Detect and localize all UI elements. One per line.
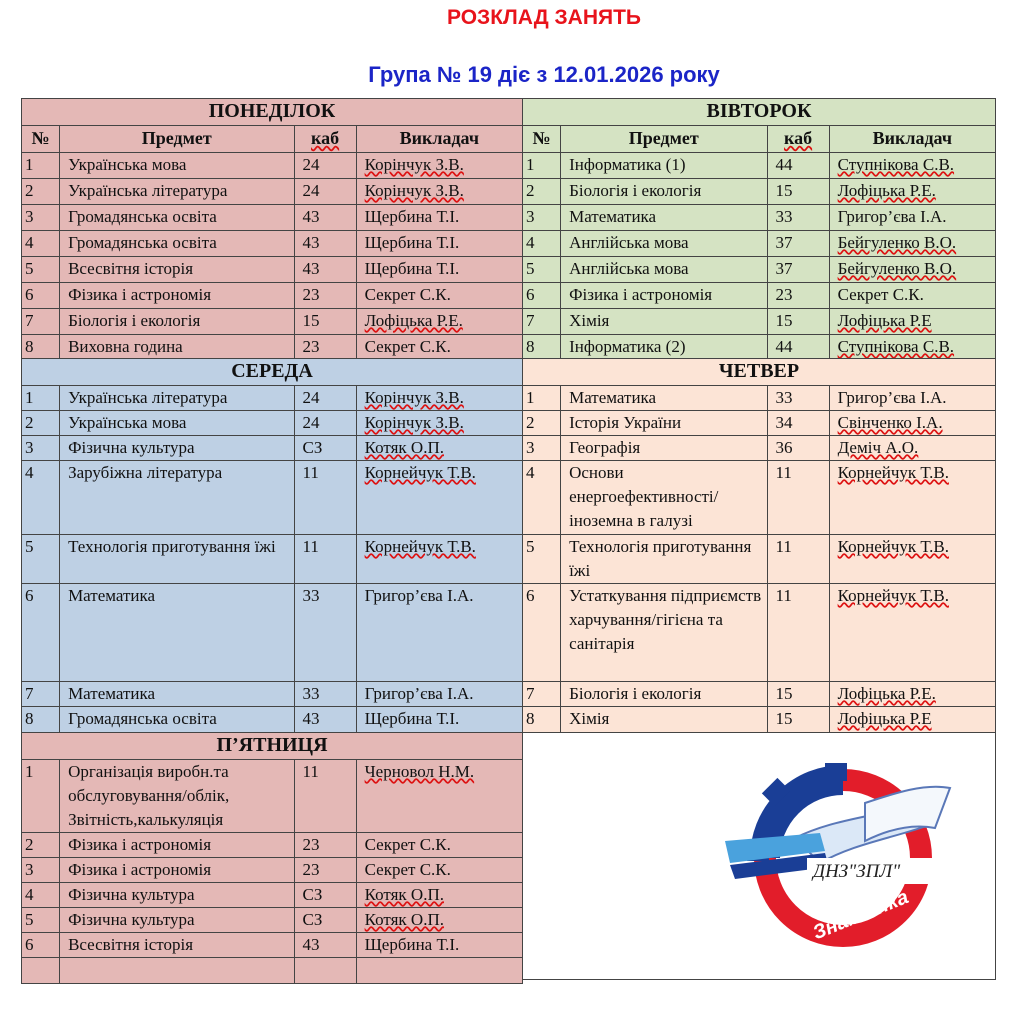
col-header-subject: Предмет xyxy=(561,126,767,153)
cell-teacher: Лофіцька Р.Е xyxy=(829,309,995,335)
cell-subject: Фізика і астрономія xyxy=(60,283,294,309)
table-row xyxy=(22,908,523,933)
table-row xyxy=(523,179,996,205)
cell-subject: Українська мова xyxy=(60,153,294,179)
cell-subject: Хімія xyxy=(561,707,767,733)
cell-num: 3 xyxy=(22,858,60,883)
cell-room: 37 xyxy=(767,257,829,283)
table-row xyxy=(523,257,996,283)
cell-teacher: Корнейчук Т.В. xyxy=(829,535,995,584)
cell-room: 24 xyxy=(294,179,356,205)
cell-num: 3 xyxy=(523,436,561,461)
cell-teacher: Щербина Т.І. xyxy=(356,933,522,958)
cell-teacher: Лофіцька Р.Е xyxy=(829,707,995,733)
cell-room: 44 xyxy=(767,153,829,179)
cell-room: 24 xyxy=(294,386,356,411)
cell-subject: Англійська мова xyxy=(561,257,767,283)
cell-teacher: Котяк О.П. xyxy=(356,883,522,908)
table-row xyxy=(22,309,523,335)
cell-teacher: Лофіцька Р.Е. xyxy=(829,179,995,205)
cell-teacher: Щербина Т.І. xyxy=(356,205,522,231)
cell-subject: Біологія і екологія xyxy=(561,682,767,707)
table-row xyxy=(523,335,996,361)
cell-num: 1 xyxy=(523,386,561,411)
cell-num: 6 xyxy=(22,933,60,958)
cell-num: 7 xyxy=(22,309,60,335)
table-row xyxy=(523,153,996,179)
table-row xyxy=(22,386,523,411)
cell-subject: Англійська мова xyxy=(561,231,767,257)
cell-num: 4 xyxy=(22,231,60,257)
table-row xyxy=(523,707,996,733)
cell-teacher: Корінчук З.В. xyxy=(356,411,522,436)
day-title: ПОНЕДІЛОК xyxy=(22,99,523,126)
table-row xyxy=(22,461,523,535)
svg-text:ДНЗ"ЗПЛ": ДНЗ"ЗПЛ" xyxy=(813,861,901,882)
table-row xyxy=(22,436,523,461)
cell-room: 24 xyxy=(294,411,356,436)
cell-room: 23 xyxy=(294,833,356,858)
table-row xyxy=(523,436,996,461)
cell-num: 6 xyxy=(22,584,60,682)
cell-num: 1 xyxy=(523,153,561,179)
cell-subject: Організація виробн.та обслуговування/облік, Звітність,калькуляція xyxy=(60,760,294,833)
col-header-teacher: Викладач xyxy=(829,126,995,153)
cell-num: 5 xyxy=(523,535,561,584)
cell-subject: Фізика і астрономія xyxy=(60,833,294,858)
cell-num: 8 xyxy=(523,707,561,733)
table-row xyxy=(22,707,523,733)
table-row xyxy=(22,883,523,908)
table-row xyxy=(523,309,996,335)
cell-num: 5 xyxy=(22,535,60,584)
table-row xyxy=(22,153,523,179)
cell-subject: Біологія і екологія xyxy=(60,309,294,335)
cell-num: 7 xyxy=(523,682,561,707)
day-title: П’ЯТНИЦЯ xyxy=(22,733,523,760)
day-title: ВІВТОРОК xyxy=(523,99,996,126)
page-subtitle: Група № 19 діє з 12.01.2026 року xyxy=(368,62,720,87)
cell-subject: Технологія приготування їжі xyxy=(561,535,767,584)
cell-subject xyxy=(60,958,294,984)
cell-room: 34 xyxy=(767,411,829,436)
cell-room xyxy=(294,958,356,984)
col-header-num: № xyxy=(523,126,561,153)
cell-teacher: Корнейчук Т.В. xyxy=(356,535,522,584)
cell-subject: Біологія і екологія xyxy=(561,179,767,205)
cell-teacher: Ступнікова С.В. xyxy=(829,335,995,361)
cell-num: 2 xyxy=(523,179,561,205)
cell-subject: Математика xyxy=(561,386,767,411)
col-header-teacher: Викладач xyxy=(356,126,522,153)
cell-room: СЗ xyxy=(294,908,356,933)
table-row xyxy=(22,179,523,205)
table-row xyxy=(22,411,523,436)
cell-room: 11 xyxy=(767,535,829,584)
cell-subject: Інформатика (2) xyxy=(561,335,767,361)
cell-num: 5 xyxy=(22,257,60,283)
cell-subject: Українська література xyxy=(60,179,294,205)
cell-teacher: Корінчук З.В. xyxy=(356,179,522,205)
school-logo-icon xyxy=(725,763,955,953)
cell-room: 36 xyxy=(767,436,829,461)
cell-num: 6 xyxy=(523,584,561,682)
cell-num: 2 xyxy=(22,179,60,205)
day-block-4 xyxy=(21,732,523,984)
cell-teacher xyxy=(356,958,522,984)
cell-room: 15 xyxy=(767,309,829,335)
cell-room: 15 xyxy=(767,179,829,205)
cell-subject: Фізична культура xyxy=(60,436,294,461)
cell-subject: Зарубіжна література xyxy=(60,461,294,535)
cell-teacher: Корінчук З.В. xyxy=(356,386,522,411)
cell-room: 11 xyxy=(294,461,356,535)
cell-room: 24 xyxy=(294,153,356,179)
cell-num: 2 xyxy=(22,833,60,858)
cell-room: 43 xyxy=(294,231,356,257)
cell-subject: Фізична культура xyxy=(60,908,294,933)
cell-num: 2 xyxy=(22,411,60,436)
day-block-0 xyxy=(21,98,523,361)
cell-teacher: Щербина Т.І. xyxy=(356,231,522,257)
cell-room: 11 xyxy=(767,461,829,535)
cell-teacher: Корнейчук Т.В. xyxy=(829,461,995,535)
table-row xyxy=(22,335,523,361)
cell-num: 6 xyxy=(523,283,561,309)
cell-subject: Хімія xyxy=(561,309,767,335)
cell-subject: Географія xyxy=(561,436,767,461)
cell-num: 3 xyxy=(22,205,60,231)
cell-room: 33 xyxy=(767,205,829,231)
cell-room: 43 xyxy=(294,257,356,283)
cell-room: 44 xyxy=(767,335,829,361)
table-row xyxy=(523,386,996,411)
cell-subject: Математика xyxy=(60,584,294,682)
cell-teacher: Григор’єва І.А. xyxy=(829,205,995,231)
cell-num: 4 xyxy=(22,883,60,908)
cell-subject: Громадянська освіта xyxy=(60,205,294,231)
table-row xyxy=(22,231,523,257)
cell-subject: Громадянська освіта xyxy=(60,231,294,257)
cell-teacher: Щербина Т.І. xyxy=(356,257,522,283)
cell-teacher: Щербина Т.І. xyxy=(356,707,522,733)
cell-num: 5 xyxy=(22,908,60,933)
cell-teacher: Корнейчук Т.В. xyxy=(356,461,522,535)
table-row xyxy=(22,682,523,707)
cell-room: 23 xyxy=(294,335,356,361)
svg-text:Знам'янка: Знам'янка xyxy=(809,886,912,945)
cell-subject: Технологія приготування їжі xyxy=(60,535,294,584)
table-row xyxy=(523,205,996,231)
cell-room: 23 xyxy=(294,858,356,883)
table-row xyxy=(22,858,523,883)
cell-room: СЗ xyxy=(294,436,356,461)
col-header-num: № xyxy=(22,126,60,153)
cell-teacher: Свінченко І.А. xyxy=(829,411,995,436)
cell-num: 1 xyxy=(22,153,60,179)
cell-room: 15 xyxy=(767,707,829,733)
cell-room: 15 xyxy=(767,682,829,707)
day-block-2 xyxy=(21,358,523,733)
cell-teacher: Секрет С.К. xyxy=(356,335,522,361)
day-title: ЧЕТВЕР xyxy=(523,359,996,386)
table-row xyxy=(22,958,523,984)
cell-subject: Фізика і астрономія xyxy=(60,858,294,883)
cell-num: 3 xyxy=(523,205,561,231)
cell-num: 8 xyxy=(22,335,60,361)
table-row xyxy=(22,584,523,682)
cell-subject: Українська література xyxy=(60,386,294,411)
cell-teacher: Деміч А.О. xyxy=(829,436,995,461)
table-row xyxy=(523,535,996,584)
table-row xyxy=(22,760,523,833)
cell-subject: Виховна година xyxy=(60,335,294,361)
table-row xyxy=(22,833,523,858)
cell-teacher: Секрет С.К. xyxy=(356,833,522,858)
cell-num: 7 xyxy=(22,682,60,707)
cell-teacher: Черновол Н.М. xyxy=(356,760,522,833)
cell-num xyxy=(22,958,60,984)
table-row xyxy=(22,535,523,584)
cell-num: 6 xyxy=(22,283,60,309)
cell-room: СЗ xyxy=(294,883,356,908)
cell-subject: Громадянська освіта xyxy=(60,707,294,733)
cell-teacher: Бейгуленко В.О. xyxy=(829,231,995,257)
cell-subject: Фізика і астрономія xyxy=(561,283,767,309)
table-row xyxy=(523,682,996,707)
cell-teacher: Григор’єва І.А. xyxy=(356,584,522,682)
cell-teacher: Григор’єва І.А. xyxy=(356,682,522,707)
cell-room: 43 xyxy=(294,933,356,958)
cell-subject: Основи енергоефективності/ іноземна в галузі xyxy=(561,461,767,535)
table-row xyxy=(523,584,996,682)
cell-teacher: Корнейчук Т.В. xyxy=(829,584,995,682)
cell-subject: Історія України xyxy=(561,411,767,436)
cell-num: 1 xyxy=(22,386,60,411)
col-header-room: каб xyxy=(767,126,829,153)
cell-subject: Всесвітня історія xyxy=(60,933,294,958)
cell-teacher: Секрет С.К. xyxy=(356,283,522,309)
cell-teacher: Бейгуленко В.О. xyxy=(829,257,995,283)
table-row xyxy=(523,411,996,436)
day-block-3 xyxy=(522,358,996,733)
table-row xyxy=(523,231,996,257)
cell-room: 33 xyxy=(294,584,356,682)
cell-num: 4 xyxy=(22,461,60,535)
col-header-room: каб xyxy=(294,126,356,153)
page-title: РОЗКЛАД ЗАНЯТЬ xyxy=(446,6,641,29)
table-row xyxy=(22,205,523,231)
cell-room: 37 xyxy=(767,231,829,257)
cell-num: 4 xyxy=(523,461,561,535)
cell-teacher: Секрет С.К. xyxy=(829,283,995,309)
col-header-subject: Предмет xyxy=(60,126,294,153)
table-row xyxy=(22,933,523,958)
cell-teacher: Секрет С.К. xyxy=(356,858,522,883)
cell-subject: Інформатика (1) xyxy=(561,153,767,179)
table-row xyxy=(22,283,523,309)
cell-room: 33 xyxy=(767,386,829,411)
cell-teacher: Ступнікова С.В. xyxy=(829,153,995,179)
cell-teacher: Котяк О.П. xyxy=(356,436,522,461)
cell-subject: Устаткування підприємств харчування/гігієна та санітарія xyxy=(561,584,767,682)
cell-subject: Математика xyxy=(60,682,294,707)
cell-room: 43 xyxy=(294,707,356,733)
cell-teacher: Лофіцька Р.Е. xyxy=(829,682,995,707)
cell-room: 43 xyxy=(294,205,356,231)
cell-subject: Всесвітня історія xyxy=(60,257,294,283)
cell-teacher: Корінчук З.В. xyxy=(356,153,522,179)
table-row xyxy=(523,283,996,309)
cell-room: 11 xyxy=(294,760,356,833)
cell-teacher: Котяк О.П. xyxy=(356,908,522,933)
cell-num: 1 xyxy=(22,760,60,833)
cell-room: 23 xyxy=(767,283,829,309)
cell-num: 8 xyxy=(22,707,60,733)
table-row xyxy=(22,257,523,283)
cell-num: 3 xyxy=(22,436,60,461)
cell-subject: Українська мова xyxy=(60,411,294,436)
cell-room: 23 xyxy=(294,283,356,309)
cell-room: 11 xyxy=(767,584,829,682)
cell-room: 11 xyxy=(294,535,356,584)
cell-teacher: Лофіцька Р.Е. xyxy=(356,309,522,335)
cell-num: 8 xyxy=(523,335,561,361)
cell-num: 5 xyxy=(523,257,561,283)
cell-subject: Фізична культура xyxy=(60,883,294,908)
cell-num: 7 xyxy=(523,309,561,335)
table-row xyxy=(523,461,996,535)
day-title: СЕРЕДА xyxy=(22,359,523,386)
cell-teacher: Григор’єва І.А. xyxy=(829,386,995,411)
cell-num: 2 xyxy=(523,411,561,436)
cell-num: 4 xyxy=(523,231,561,257)
cell-room: 15 xyxy=(294,309,356,335)
day-block-1 xyxy=(522,98,996,361)
cell-room: 33 xyxy=(294,682,356,707)
cell-subject: Математика xyxy=(561,205,767,231)
